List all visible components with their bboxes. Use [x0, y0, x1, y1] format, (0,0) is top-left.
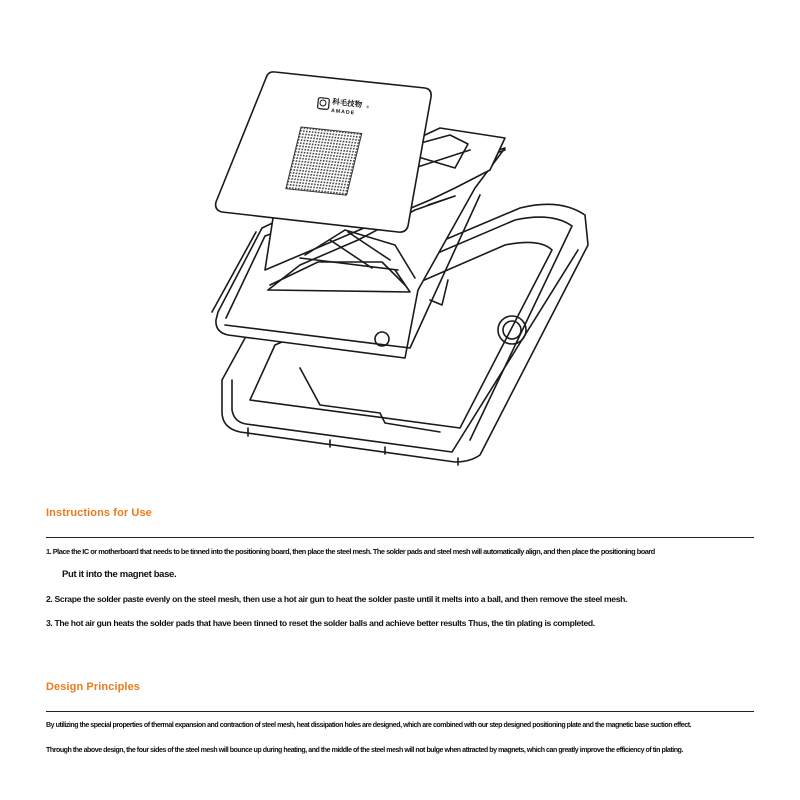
instruction-line-1: 1. Place the IC or motherboard that needs to be tinned into the positioning board, then place the steel mesh. The solder pads and steel mesh will automatically align, and then place the positioning board: [46, 547, 655, 556]
design-title: Design Principles: [46, 681, 141, 693]
steel-mesh-card: [216, 72, 432, 232]
design-divider: [46, 711, 754, 712]
design-line-2: Through the above design, the four sides of the steel mesh will bounce up during heating, and the middle of the steel mesh will not bulge when attracted by magnets, which can greatly improve the efficiency of tin plating.: [46, 745, 683, 754]
logo-text: 科毛技物: [331, 97, 363, 110]
logo-subtext: AMADE: [330, 108, 356, 117]
instruction-line-2: 2. Scrape the solder paste evenly on the steel mesh, then use a hot air gun to heat the solder paste until it melts into a ball, and then remove the steel mesh.: [46, 594, 628, 604]
registered-mark-icon: ®: [365, 104, 370, 110]
instructions-divider: [46, 537, 754, 538]
instructions-title: Instructions for Use: [46, 507, 152, 519]
design-line-1: By utilizing the special properties of thermal expansion and contraction of steel mesh, heat dissipation holes are designed, which are combined with our step designed positioning plate and the magnetic base suction effect.: [46, 720, 692, 729]
instruction-line-1-cont: Put it into the magnet base.: [62, 569, 177, 580]
instruction-line-3: 3. The hot air gun heats the solder pads that have been tinned to reset the solder balls and achieve better results Thus, the tin plating is completed.: [46, 618, 595, 628]
